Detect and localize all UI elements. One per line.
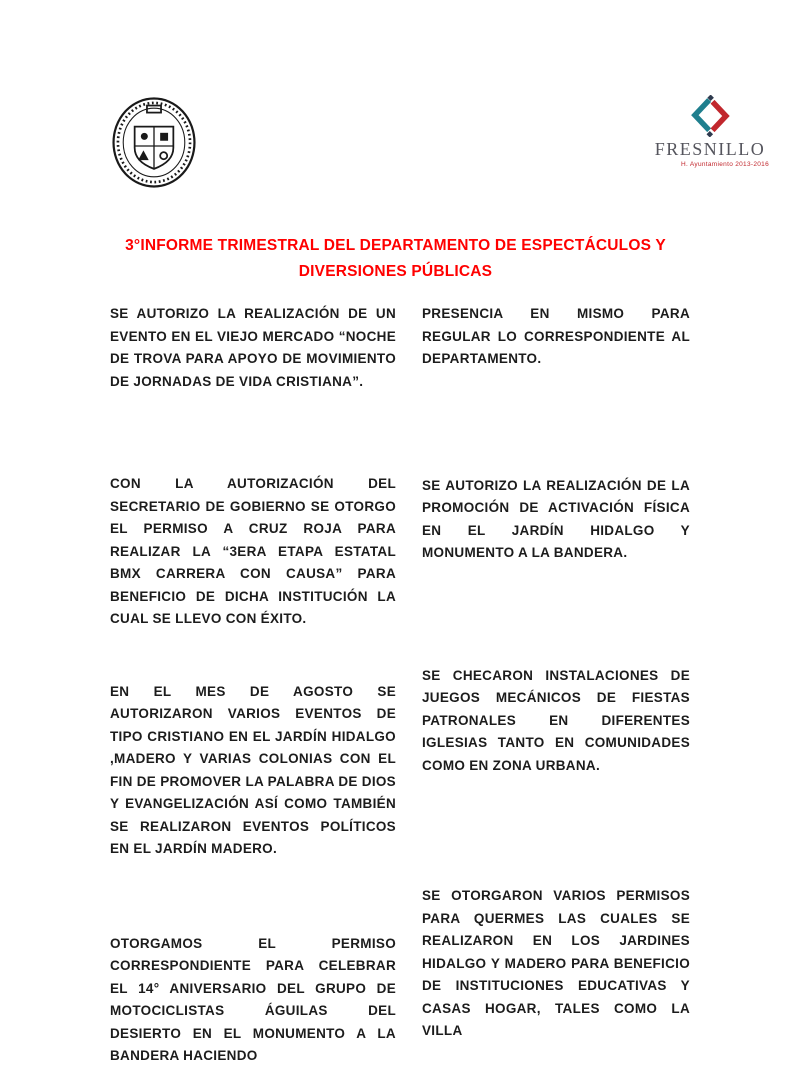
report-paragraph: SE AUTORIZO LA REALIZACIÓN DE UN EVENTO EN EL VIEJO MERCADO “NOCHE DE TROVA PARA APOYO DE MOVIMIENTO DE JORNADAS DE VIDA CRISTIANA”. — [110, 306, 396, 389]
report-title-line1: 3°INFORME TRIMESTRAL DEL DEPARTAMENTO DE ESPECTÁCULOS Y — [125, 237, 666, 254]
municipal-crest-logo — [110, 95, 198, 195]
fresnillo-logo — [651, 95, 769, 168]
report-title-line2: DIVERSIONES PÚBLICAS — [298, 263, 493, 280]
report-paragraph: EN EL MES DE AGOSTO SE AUTORIZARON VARIOS EVENTOS DE TIPO CRISTIANO EN EL JARDÍN HIDALGO ,MADERO Y VARIAS COLONIAS CON EL FIN DE PROMOVER LA PALABRA DE DIOS Y EVANGELIZACIÓN ASÍ COMO TAMBIÉN SE REALIZARON EVENTOS POLÍTICOS EN EL JARDÍN MADERO. — [110, 683, 396, 856]
report-paragraph: SE OTORGARON VARIOS PERMISOS PARA QUERMES LAS CUALES SE REALIZARON EN LOS JARDINES HIDALGO Y MADERO PARA BENEFICIO DE INSTITUCIONES EDUCATIVAS Y CASAS HOGAR, TALES COMO LA VILLA — [422, 888, 690, 1038]
report-paragraph: CON LA AUTORIZACIÓN DEL SECRETARIO DE GOBIERNO SE OTORGO EL PERMISO A CRUZ ROJA PARA REALIZAR LA “3ERA ETAPA ESTATAL BMX CARRERA CON CAUSA” PARA BENEFICIO DE DICHA INSTITUCIÓN LA CUAL SE LLEVO CON ÉXITO. — [110, 476, 396, 626]
report-paragraph: SE CHECARON INSTALACIONES DE JUEGOS MECÁNICOS DE FIESTAS PATRONALES EN DIFERENTES IGLESIAS TANTO EN COMUNIDADES COMO EN ZONA URBANA. — [422, 667, 690, 773]
report-paragraph: SE AUTORIZO LA REALIZACIÓN DE LA PROMOCIÓN DE ACTIVACIÓN FÍSICA EN EL JARDÍN HIDALGO Y MONUMENTO A LA BANDERA. — [422, 477, 690, 560]
report-title — [0, 233, 791, 285]
fresnillo-subtitle: H. Ayuntamiento 2013-2016 — [681, 161, 769, 168]
crest-icon — [110, 95, 198, 190]
page-header — [0, 0, 791, 195]
fresnillo-logo-icon — [689, 95, 731, 137]
report-body — [0, 303, 791, 1068]
report-paragraph: OTORGAMOS EL PERMISO CORRESPONDIENTE PARA CELEBRAR EL 14° ANIVERSARIO DEL GRUPO DE MOTOCICLISTAS ÁGUILAS DEL DESIERTO EN EL MONUMENTO A LA BANDERA HACIENDO — [110, 935, 396, 1063]
report-paragraph: PRESENCIA EN MISMO PARA REGULAR LO CORRESPONDIENTE AL DEPARTAMENTO. — [422, 306, 690, 366]
left-column — [110, 303, 396, 1068]
right-column — [422, 303, 690, 1068]
fresnillo-wordmark: FRESNILLO — [654, 139, 766, 159]
